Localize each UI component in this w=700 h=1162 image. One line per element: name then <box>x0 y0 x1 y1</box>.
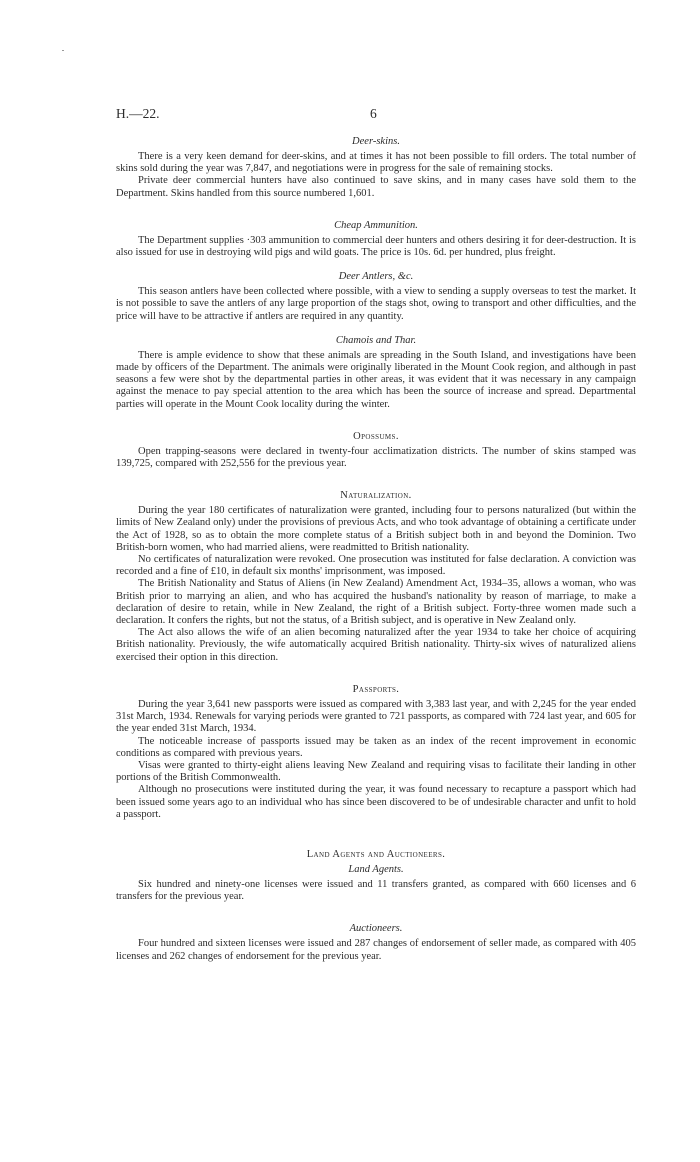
paragraph: Private deer commercial hunters have also continued to save skins, and in many cases have sold them to the Department. Skins handled from this source numbered 1,601. <box>116 175 636 199</box>
heading-auctioneers: Auctioneers. <box>349 923 403 935</box>
section-opossums <box>116 431 636 470</box>
paragraph: Although no prosecutions were instituted during the year, it was found necessary to recapture a passport which had been issued some years ago to an individual who has since been discovered to be of undesirable character and unfit to hold a passport. <box>116 784 636 820</box>
section-deer-antlers <box>116 271 636 323</box>
heading-deer-skins: Deer-skins. <box>352 136 400 147</box>
paragraph: During the year 180 certificates of naturalization were granted, including four to persons naturalized (but within the limits of New Zealand only) under the provisions of previous Acts, and who took advantage of obtaining a certificate under the Act of 1928, so as to obtain the more complete status of a British subject both in and beyond the Dominion. Two British-born women, who had married aliens, were readmitted to British nationality. <box>116 505 636 553</box>
page-number: 6 <box>370 106 377 121</box>
paragraph: The Act also allows the wife of an alien becoming naturalized after the year 1934 to take her choice of acquiring British nationality. Previously, the wife automatically acquired British nationality. Thirty-six wives of naturalized aliens exercised their option in this direction. <box>116 627 636 663</box>
paragraph: There is a very keen demand for deer-skins, and at times it has not been possible to fill orders. The total number of skins sold during the year was 7,847, and negotiations were in progress for the sale of remaining stocks. <box>116 151 636 175</box>
heading-passports: Passports. <box>352 683 400 695</box>
heading-land-agents-auctioneers: Land Agents and Auctioneers. <box>306 848 446 860</box>
paragraph: The noticeable increase of passports issued may be taken as an index of the recent improvement in economic conditions as compared with previous years. <box>116 735 636 759</box>
paragraph: There is ample evidence to show that these animals are spreading in the South Island, and investigations have been made by officers of the Department. The animals were originally liberated in the Mount Cook region, and although in past seasons a few were shot by the departmental parties in other areas, it was evident that it was necessary in any campaign against the menace to pay special attention to the area which has been the source of increase and spread. Departmental parties will operate in the Mount Cook locality during the winter. <box>116 349 636 410</box>
paragraph: Four hundred and sixteen licenses were issued and 287 changes of endorsement of seller made, as compared with 405 licenses and 262 changes of endorsement for the previous year. <box>116 938 636 962</box>
scan-mark <box>62 50 64 51</box>
paragraph: The British Nationality and Status of Aliens (in New Zealand) Amendment Act, 1934–35, allows a woman, who was British prior to marrying an alien, and who has acquired the husband's nationality by reason of marriage, to make a declaration of desire to retain, while in New Zealand, the right of a British subject. Forty-three women made such a declaration. It confers the rights, but not the status, of a British subject, and is operative in New Zealand only. <box>116 578 636 627</box>
heading-chamois-thar: Chamois and Thar. <box>335 334 417 346</box>
section-passports <box>116 684 636 821</box>
section-naturalization <box>116 490 636 664</box>
heading-naturalization: Naturalization. <box>340 490 412 502</box>
section-deer-skins <box>116 136 636 200</box>
paragraph: Six hundred and ninety-one licenses were issued and 11 transfers granted, as compared with 660 licenses and 6 transfers for the previous year. <box>116 878 636 903</box>
heading-opossums: Opossums. <box>353 430 399 442</box>
section-auctioneers <box>116 923 636 962</box>
document-reference: H.—22. <box>116 106 160 121</box>
paragraph: The Department supplies ·303 ammunition to commercial deer hunters and others desiring it for deer-destruction. It is also issued for use in destroying wild pigs and wild goats. The price is 10s. 6d. per hundred, plus freight. <box>116 234 636 259</box>
paragraph: This season antlers have been collected where possible, with a view to sending a supply overseas to test the market. It is not possible to save the antlers of any large proportion of the stags shot, owing to transport and other difficulties, and the price will have to be attractive if antlers are required in any quantity. <box>116 286 636 322</box>
heading-deer-antlers: Deer Antlers, &c. <box>338 271 414 283</box>
paragraph: No certificates of naturalization were revoked. One prosecution was instituted for false declaration. A conviction was recorded and a fine of £10, in default six months' imprisonment, was imposed. <box>116 554 636 578</box>
heading-cheap-ammunition: Cheap Ammunition. <box>334 219 418 231</box>
section-chamois-thar <box>116 335 636 411</box>
document-body <box>116 136 636 963</box>
section-land-agents-auctioneers <box>116 849 636 903</box>
paragraph: Visas were granted to thirty-eight aliens leaving New Zealand and requiring visas to facilitate their landing in other portions of the British Commonwealth. <box>116 759 636 784</box>
paragraph: During the year 3,641 new passports were issued as compared with 3,383 last year, and with 2,245 for the year ended 31st March, 1934. Renewals for varying periods were granted to 721 passports, as compared with 724 last year, and 605 for the year ended 31st March, 1934. <box>116 698 636 735</box>
page-header <box>116 106 636 122</box>
subheading-land-agents: Land Agents. <box>348 863 404 875</box>
paragraph: Open trapping-seasons were declared in twenty-four acclimatization districts. The number of skins stamped was 139,725, compared with 252,556 for the previous year. <box>116 445 636 470</box>
section-cheap-ammunition <box>116 220 636 259</box>
